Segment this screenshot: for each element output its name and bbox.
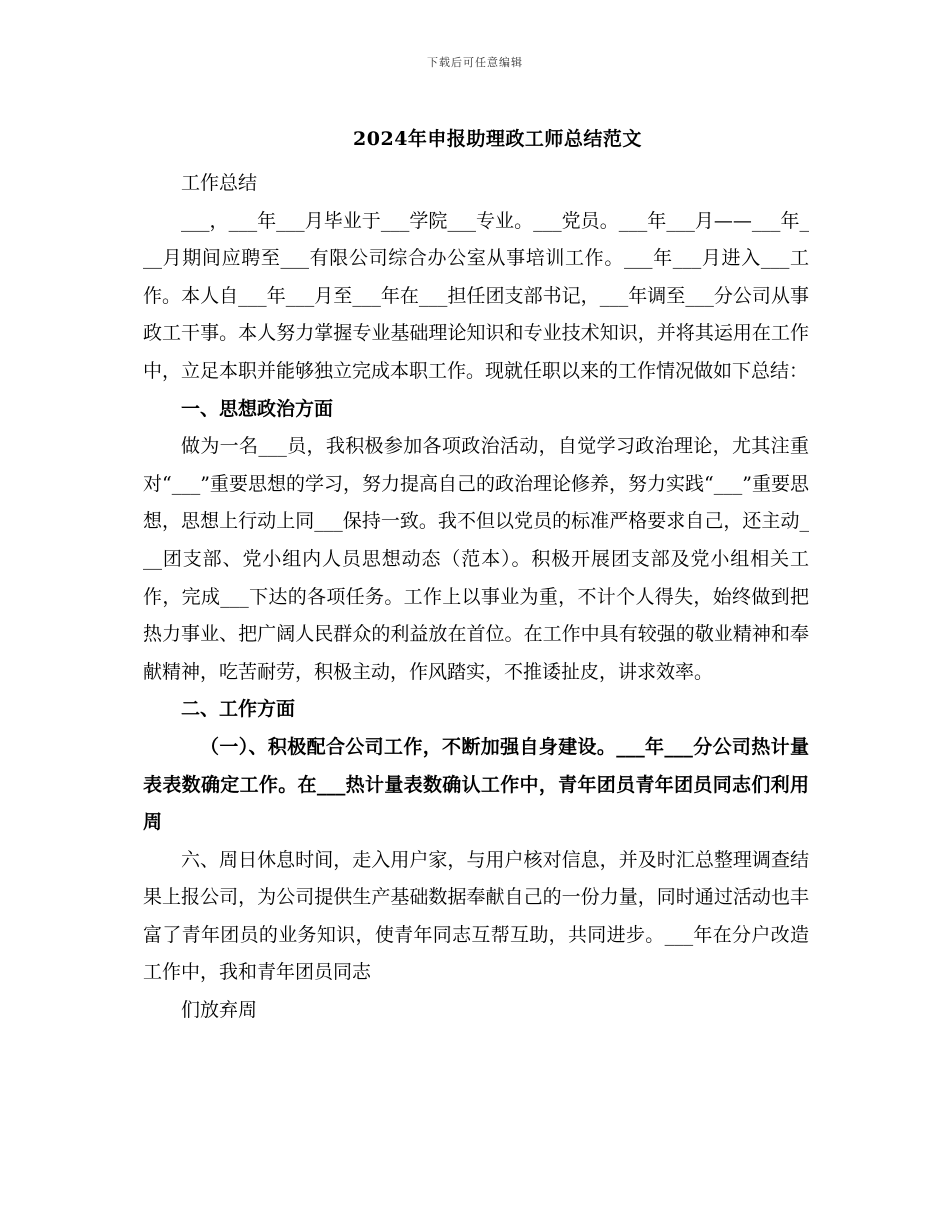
document-body [143,165,809,1030]
heading-work: 二、工作方面 [181,698,296,721]
political-paragraph: 做为一名___员，我积极参加各项政治活动，自觉学习政治理论，尤其注重对“___”重要思想的学习，努力提高自己的政治理论修养，努力实践“___”重要思想，思想上行动上同___保持一致。我不但以党员的标准严格要求自己，还主动___团支部、党小组内人员思想动态（范本）。积极开展团支部及党小组相关工作，完成___下达的各项任务。工作上以事业为重，不计个人得失，始终做到把热力事业、把广阔人民群众的利益放在首位。在工作中具有较强的敬业精神和奉献精神，吃苦耐劳，积极主动，作风踏实，不推诿扯皮，讲求效率。 [143,435,809,683]
heading-political: 一、思想政治方面 [181,397,334,420]
trailing-paragraph: 们放弃周 [181,999,258,1022]
work-paragraph: 六、周日休息时间，走入用户家，与用户核对信息，并及时汇总整理调查结果上报公司，为公司提供生产基础数据奉献自己的一份力量，同时通过活动也丰富了青年团员的业务知识，使青年同志互帮互助，共同进步。___年在分户改造工作中，我和青年团员同志 [143,848,809,984]
header-note: 下载后可任意编辑 [427,56,523,69]
document-title: 2024年申报助理政工师总结范文 [353,128,642,150]
subheading-cooperation: （一）、积极配合公司工作，不断加强自身建设。___年___分公司热计量表表数确定工作。在___热计量表数确认工作中，青年团员青年团员同志们利用周 [143,735,809,834]
section-label-paragraph: 工作总结 [181,172,258,194]
intro-paragraph: ___，___年___月毕业于___学院___专业。___党员。___年___月——___年___月期间应聘至___有限公司综合办公室从事培训工作。___年___月进入___工作。本人自___年___月至___年在___担任团支部书记，___年调至___分公司从事政工干事。本人努力掌握专业基础理论知识和专业技术知识，并将其运用在工作中，立足本职并能够独立完成本职工作。现就任职以来的工作情况做如下总结： [143,209,809,382]
